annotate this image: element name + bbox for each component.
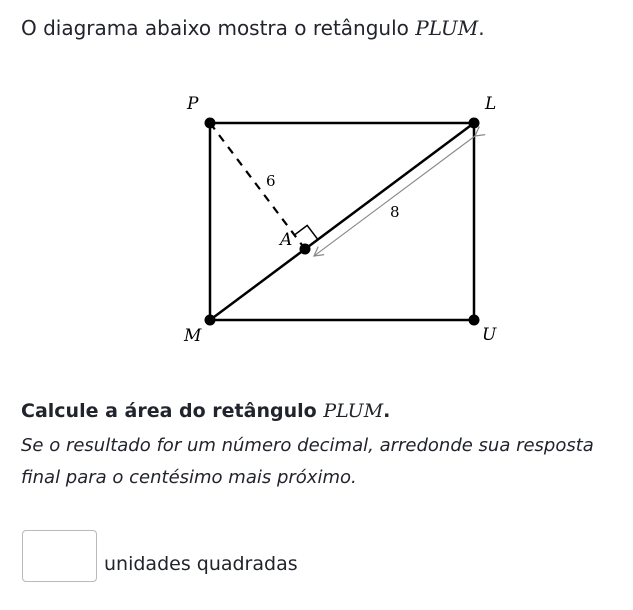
label-M: M xyxy=(184,326,202,346)
intro-text: O diagrama abaixo mostra o retângulo xyxy=(21,16,409,40)
units-label: unidades quadradas xyxy=(104,553,298,575)
question-shape-name: PLUM xyxy=(323,400,384,422)
label-L: L xyxy=(485,94,497,114)
length-PA: 6 xyxy=(266,172,276,190)
question xyxy=(21,397,390,425)
shape-name: PLUM xyxy=(415,16,479,40)
question-text: Calcule a área do retângulo xyxy=(21,400,317,422)
vertex-L xyxy=(469,118,480,129)
answer-input[interactable] xyxy=(22,530,97,582)
measure-arrow-AL xyxy=(314,136,475,256)
label-P: P xyxy=(187,94,199,114)
label-U: U xyxy=(482,325,497,345)
vertex-P xyxy=(205,118,216,129)
vertex-A xyxy=(300,244,311,255)
vertex-M xyxy=(205,315,216,326)
length-AL: 8 xyxy=(390,203,400,221)
intro-period: . xyxy=(478,16,485,40)
vertex-U xyxy=(469,315,480,326)
rounding-hint: Se o resultado for um número decimal, arredonde sua resposta final para o centésimo mais próximo. xyxy=(21,435,594,488)
right-angle-marker xyxy=(294,225,317,239)
label-A: A xyxy=(280,230,293,250)
diagonal-ML xyxy=(210,123,474,320)
question-period: . xyxy=(383,400,391,422)
